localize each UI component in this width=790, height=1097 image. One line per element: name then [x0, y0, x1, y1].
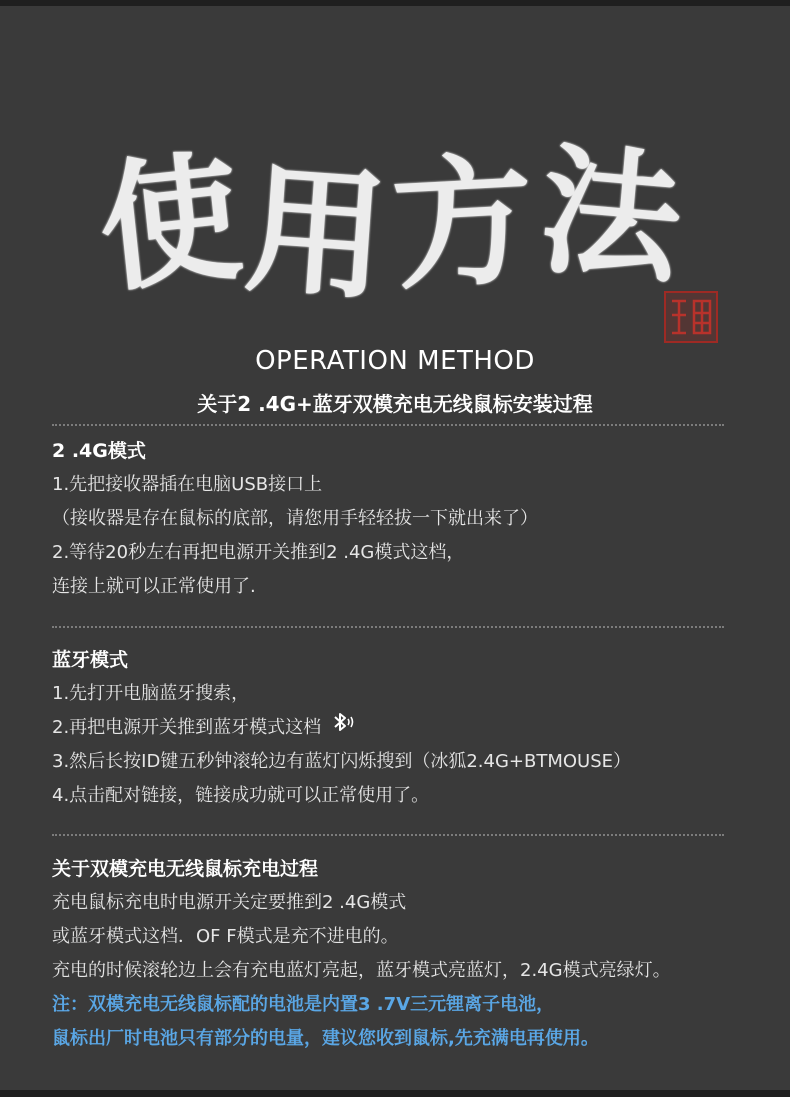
- instruction-line-with-icon: [52, 711, 772, 745]
- calligraphy-title: [91, 124, 688, 324]
- section-divider: [52, 834, 724, 836]
- title-char-3: 方: [389, 138, 538, 310]
- battery-note: 注：双模充电无线鼠标配的电池是内置3 .7V三元锂离子电池，: [52, 994, 555, 1015]
- section-heading: 2 .4G模式: [52, 440, 146, 462]
- section-24g-mode: [52, 434, 772, 604]
- section-divider: [52, 626, 724, 628]
- title-char-4: 法: [533, 128, 688, 304]
- instruction-line: 1.先把接收器插在电脑USB接口上: [52, 474, 323, 495]
- instruction-page: [0, 6, 790, 1090]
- english-title: OPERATION METHOD: [255, 346, 535, 376]
- instruction-line: 充电的时候滚轮边上会有充电蓝灯亮起，蓝牙模式亮蓝灯，2.4G模式亮绿灯。: [52, 960, 671, 981]
- red-seal-stamp: [664, 291, 718, 343]
- instruction-line: 2.等待20秒左右再把电源开关推到2 .4G模式这档，: [52, 542, 465, 563]
- battery-note: 鼠标出厂时电池只有部分的电量，建议您收到鼠标,先充满电再使用。: [52, 1028, 599, 1049]
- section-heading: 关于双模充电无线鼠标充电过程: [52, 858, 319, 880]
- section-bluetooth-mode: [52, 643, 772, 813]
- bluetooth-icon: [331, 711, 355, 745]
- section-charging: [52, 852, 772, 1056]
- page-subtitle: 关于2 .4G+蓝牙双模充电无线鼠标安装过程: [197, 392, 593, 416]
- instruction-line: （接收器是存在鼠标的底部，请您用手轻轻拔一下就出来了）: [52, 508, 538, 529]
- instruction-line: 或蓝牙模式这档．OF F模式是充不进电的。: [52, 926, 399, 947]
- instruction-line: 充电鼠标充电时电源开关定要推到2 .4G模式: [52, 892, 407, 913]
- section-heading: 蓝牙模式: [52, 649, 129, 671]
- title-char-1: 使: [91, 135, 249, 313]
- title-char-2: 用: [240, 147, 392, 321]
- instruction-line: 3.然后长按ID键五秒钟滚轮边有蓝灯闪烁搜到（冰狐2.4G+BTMOUSE）: [52, 751, 632, 772]
- instruction-line: 连接上就可以正常使用了.: [52, 576, 256, 597]
- instruction-line: 4.点击配对链接，链接成功就可以正常使用了。: [52, 785, 430, 806]
- instruction-line: 1.先打开电脑蓝牙搜索，: [52, 683, 250, 704]
- section-divider: [52, 424, 724, 426]
- instruction-text: 2.再把电源开关推到蓝牙模式这档: [52, 717, 322, 738]
